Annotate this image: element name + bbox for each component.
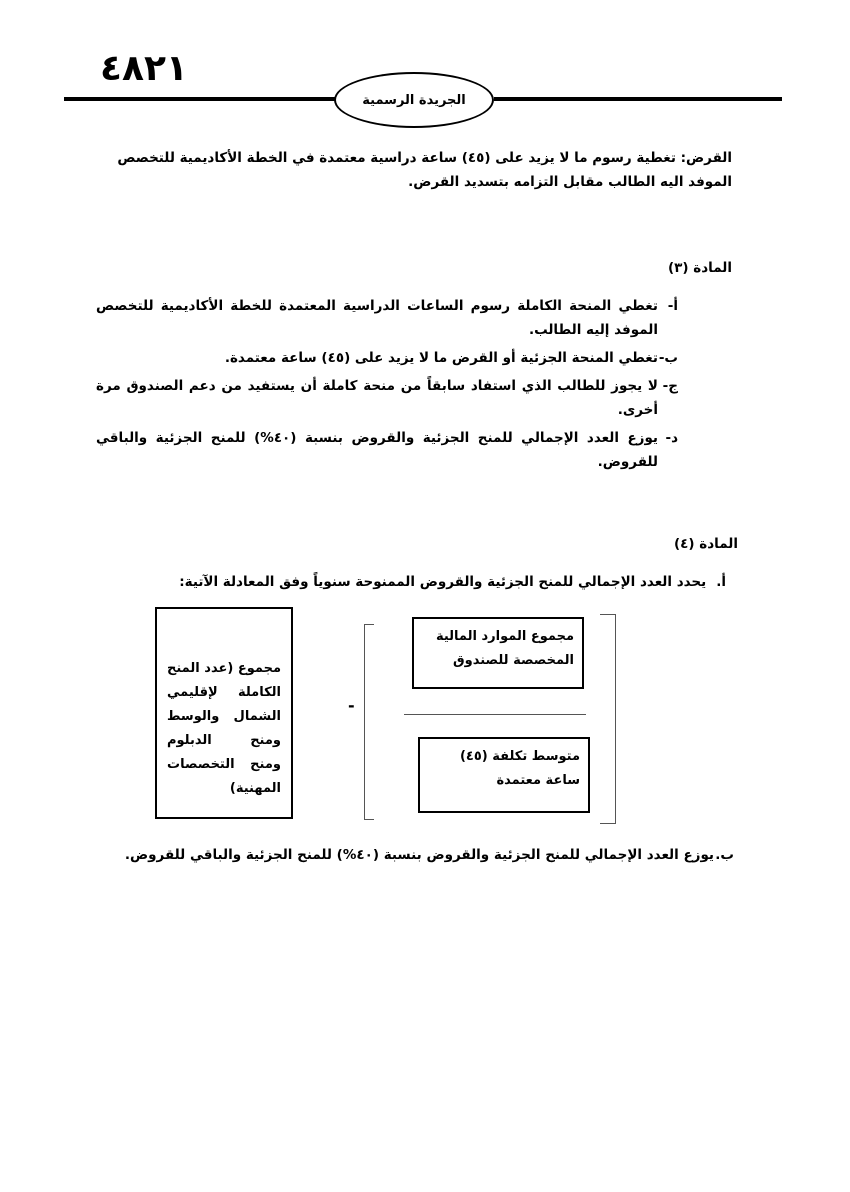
numerator-box	[412, 617, 584, 689]
item-marker: ب-	[658, 350, 678, 366]
gazette-title: الجريدة الرسمية	[362, 92, 466, 108]
article3-item-c	[96, 374, 678, 422]
denominator-text: متوسط تكلفة (٤٥) ساعة معتمدة	[459, 749, 580, 788]
item-marker: أ-	[667, 298, 678, 314]
article3-item-a	[96, 294, 678, 342]
article4-item-a	[179, 570, 726, 594]
gazette-title-oval	[334, 72, 494, 128]
loan-paragraph	[92, 146, 732, 194]
loan-paragraph-line2: الموفد اليه الطالب مقابل التزامه بتسديد القرض.	[408, 174, 732, 190]
article3-title: المادة (٣)	[667, 260, 732, 276]
item-text: لا يجوز للطالب الذي استفاد سابقاً من منحة كاملة أن يستفيد من دعم الصندوق مرة أخرى.	[96, 378, 658, 418]
fraction-line	[404, 714, 586, 715]
equation-bracket-right	[600, 614, 616, 824]
item-marker: د-	[665, 430, 678, 446]
minus-operator: -	[348, 696, 355, 715]
item-text: يوزع العدد الإجمالي للمنح الجزئية والقروض بنسبة (٤٠%) للمنح الجزئية والباقي للقروض.	[96, 430, 658, 470]
item-marker: ب.	[715, 847, 734, 863]
item-marker: ج-	[662, 378, 678, 394]
loan-paragraph-line1: القرض: تغطية رسوم ما لا يزيد على (٤٥) ساعة دراسية معتمدة في الخطة الأكاديمية للتخصص	[117, 150, 732, 166]
subtrahend-box	[155, 607, 293, 819]
equation-bracket-left	[364, 624, 374, 820]
item-text: يحدد العدد الإجمالي للمنح الجزئية والقروض الممنوحة سنوياً وفق المعادلة الآتية:	[179, 574, 707, 590]
numerator-text: مجموع الموارد المالية المخصصة للصندوق	[435, 629, 574, 668]
subtrahend-text: مجموع (عدد المنح الكاملة لإقليمي الشمال والوسط ومنح الدبلوم ومنح التخصصات المهنية)	[167, 661, 281, 796]
article3-item-d	[96, 426, 678, 474]
item-text: تغطي المنحة الكاملة رسوم الساعات الدراسية المعتمدة للخطة الأكاديمية للتخصص الموفد إليه الطالب.	[96, 298, 658, 338]
denominator-box	[418, 737, 590, 813]
item-text: يوزع العدد الإجمالي للمنح الجزئية والقروض بنسبة (٤٠%) للمنح الجزئية والباقي للقروض.	[124, 847, 714, 863]
header-rule-right	[494, 97, 782, 101]
item-marker: أ.	[716, 574, 726, 590]
header-rule-left	[64, 97, 336, 101]
article4-item-b	[108, 843, 734, 867]
page-number: ٤٨٢١	[100, 48, 188, 89]
article4-title: المادة (٤)	[673, 536, 738, 552]
article3-item-b	[96, 346, 678, 370]
item-text: تغطي المنحة الجزئية أو القرض ما لا يزيد على (٤٥) ساعة معتمدة.	[224, 350, 658, 366]
